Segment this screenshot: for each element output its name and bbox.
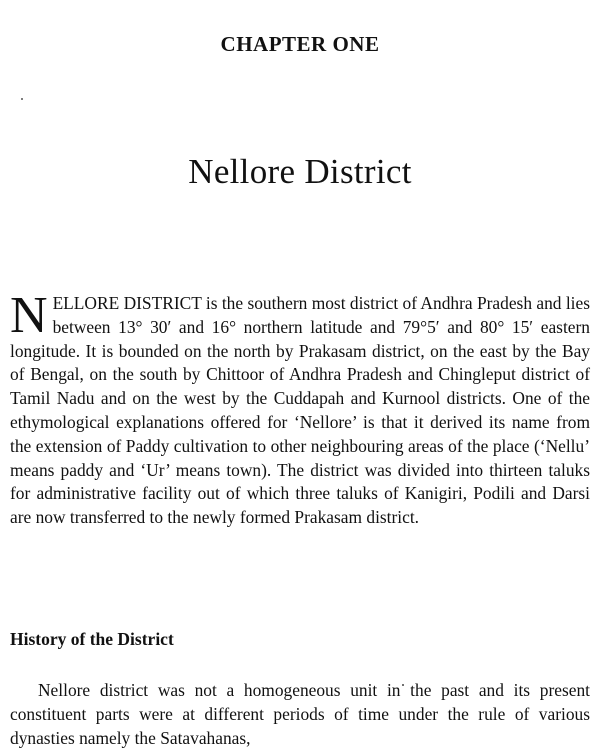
section-heading: History of the District xyxy=(10,629,174,649)
intro-text: ELLORE DISTRICT is the southern most district of Andhra Pradesh and lies between 13° 30′ and 16° northern latitude and 79°5′ and 80° 15′ eastern longitude. It is bounded on the north by Prakasam district, on the east by the Bay of Bengal, on the south by Chittoor of Andhra Pradesh and Chingleput district of Tamil Nadu and on the west by the Cuddapah and Kurnool districts. One of the ethymological explanations offered for ‘Nellore’ is that it derived its name from the extension of Paddy cultivation to other neighbouring areas of the place (‘Nellu’ means paddy and ‘Ur’ means town). The district was divided into thirteen taluks for administrative facility out of which three taluks of Kanigiri, Podili and Darsi are now transferred to the newly formed Prakasam district. xyxy=(10,293,590,528)
drop-cap: N xyxy=(10,287,48,344)
chapter-title: Nellore District xyxy=(188,152,412,191)
stray-mark xyxy=(21,98,23,100)
intro-paragraph xyxy=(10,287,590,530)
chapter-label: CHAPTER ONE xyxy=(220,32,380,56)
history-paragraph: Nellore district was not a homogeneous unit in the past and its present constituent parts were at different periods of time under the rule of various dynasties namely the Satavahanas, xyxy=(10,680,590,748)
